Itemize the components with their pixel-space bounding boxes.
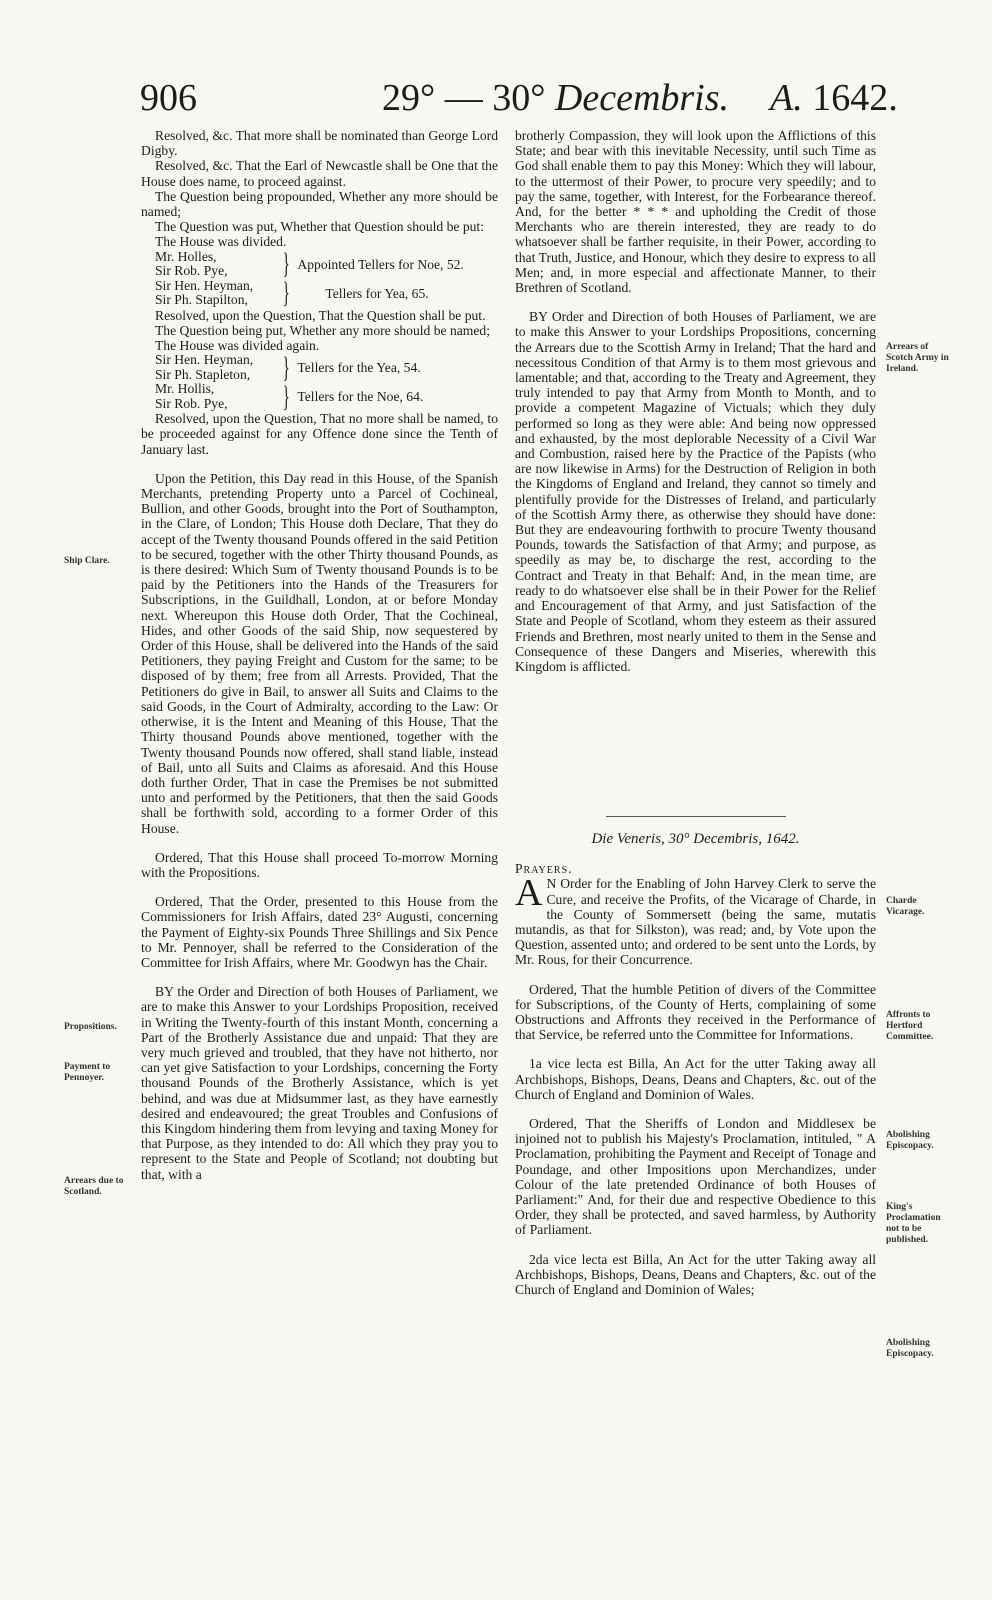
- brace: }: [282, 276, 290, 310]
- payment-entry: Ordered, That the Order, presented to this House from the Commissioners for Irish Affairs, dated 23° Augusti, concerning the Payment of Eighty-six Pounds Three Shillings and Six Pence to Mr. Pennoyer, shall be referred to the Consideration of the Committee for Irish Affairs, where Mr. Goodwyn has the Chair.: [141, 894, 498, 970]
- drop-cap: A: [515, 872, 543, 915]
- page-year: [770, 76, 898, 120]
- margin-payment: Payment to Pennoyer.: [64, 1062, 111, 1083]
- sheriffs-entry: Ordered, That the Sheriffs of London and Middlesex be injoined not to publish his Majesty's Proclamation, intituled, " A Proclamation, prohibiting the Payment and Receipt of Tonage and Poundage, and other Impositions upon Merchandizes, under Colour of the late pretended Ordinance of both Houses of Parliament:" And, for their due and respective Obedience to this Order, they shall be protected, and saved harmless, by Authority of Parliament.: [515, 1116, 876, 1238]
- ship-clare-entry: Upon the Petition, this Day read in this House, of the Spanish Merchants, pretending Property unto a Parcel of Cochineal, Bullion, and other Goods, brought into the Port of Southampton, in the Clare, of London; This House doth Declare, That they do accept of the Twenty thousand Pounds offered in the said Petition to be secured, together with the other Thirty thousand Pounds, as is there desired: Which Sum of Twenty thousand Pounds is to be paid by the Petitioners into the Hands of the Treasurers for Subscriptions, in the Guildhall, London, at or before Monday next. Whereupon this House doth Order, That the Cochineal, Hides, and other Goods of the said Ship, now sequestered by Order of this House, shall be delivered into the Hands of the said Petitioners, they paying Freight and Custom for the same; to be disposed of by them; free from all Arrests. Provided, That the Petitioners do give in Bail, to answer all Suits and Claims to the said Goods, in the Court of Admiralty, according to the Law: Or otherwise, it is the Intent and Meaning of this House, That the Thirty thousand Pounds above mentioned, together with the Twenty thousand Pounds now offered, shall stand liable, instead of Bail, unto all Suits and Claims as aforesaid. And this House doth further Order, That in case the Premises be not submitted unto and performed by the Petitioners, that then the said Goods shall be forthwith sold, according to a former Order of this House.: [141, 470, 498, 836]
- tellers-noe-64: [155, 379, 498, 413]
- year-value: 1642.: [812, 77, 898, 119]
- charde-entry: [515, 872, 876, 968]
- day-heading: Die Veneris, 30° Decembris, 1642.: [591, 831, 800, 847]
- right-column-day: [515, 832, 876, 1297]
- brace: }: [282, 350, 290, 384]
- teller-name: Sir Rob. Pye,: [155, 263, 228, 279]
- margin-abolishing-1: Abolishing Episcopacy.: [886, 1130, 934, 1151]
- page-number: 906: [140, 77, 197, 119]
- date-month: Decembris.: [554, 77, 730, 119]
- teller-name: Sir Rob. Pye,: [155, 395, 228, 411]
- date-days: 29° — 30°: [382, 77, 555, 119]
- right-column: [515, 128, 876, 674]
- charde-text: N Order for the Enabling of John Harvey Clerk to serve the Cure, and receive the Profits, of the Vicarage of Charde, in the County of Sommersett (being the same, mutatis mutandis, as that for Silkston), was read; and, by Vote upon the Question, assented unto; and ordered to be sent unto the Lords, by Mr. Rous, for their Concurrence.: [515, 876, 876, 968]
- herts-entry: Ordered, That the humble Petition of divers of the Committee for Subscriptions, of the County of Herts, complaining of some Obstructions and Affronts they received in the Performance of that Service, be referred unto the Committee for Informations.: [515, 981, 876, 1043]
- resolution-no-more: Resolved, upon the Question, That no more shall be named, to be proceeded against for any Offence done since the Tenth of January last.: [141, 411, 498, 457]
- margin-proclamation: King's Proclamation not to be published.: [886, 1202, 941, 1245]
- arrears-scotland-entry: BY the Order and Direction of both Houses of Parliament, we are to make this Answer to your Lordships Proposition, received in Writing the Twenty-fourth of this instant Month, concerning a Part of the Brotherly Assistance due and unpaid: That they are very much grieved and troubled, that they have not hitherto, nor can yet give Satisfaction to your Lordships, concerning the Forty thousand Pounds of the Brotherly Assistance, which is yet behind, and was due at Midsummer last, as they have earnestly desired and endeavoured; the great Troubles and Confusions of this Kingdom hindering them from levying and taxing Money for that Purpose, as they intended to do: All which they pray you to represent to the State and People of Scotland; not doubting but that, with a: [141, 984, 498, 1182]
- margin-scotch-army: Arrears of Scotch Army in Ireland.: [886, 342, 949, 374]
- section-divider: [606, 816, 786, 817]
- house-divided: The House was divided.: [155, 234, 287, 250]
- resolution-newcastle: Resolved, &c. That the Earl of Newcastle shall be One that the House does name, to proceed against.: [141, 158, 498, 189]
- brace: }: [282, 379, 290, 413]
- teller-name: Sir Hen. Heyman,: [155, 352, 254, 368]
- tellers-yea-54: [155, 350, 498, 384]
- tellers-yea-65: [155, 276, 498, 310]
- brace: }: [282, 247, 290, 281]
- brotherly-continuation: brotherly Compassion, they will look upon the Afflictions of this State; and bear with this inevitable Necessity, until such Time as God shall enable them to pay this Money: Which they will labour, to the uttermost of their Power, to procure very speedily; and to pay the same, together, with Interest, for the Forbearance thereof. And, for the better * * * and upholding the Credit of those Merchants who are therein interested, they are ready to do whatsoever shall be farther requisite, in their Power, according to that Truth, Justice, and Honour, which they desire to express to all Men; and, in more especial and affectionate Manner, to their Brethren of Scotland.: [515, 128, 876, 296]
- margin-propositions: Propositions.: [64, 1022, 117, 1032]
- resolution-digby: Resolved, &c. That more shall be nominated than George Lord Digby.: [141, 128, 498, 159]
- prayers-heading: Prayers.: [515, 861, 573, 877]
- propositions-entry: Ordered, That this House shall proceed To-morrow Morning with the Propositions.: [141, 849, 498, 880]
- year-prefix: A.: [770, 77, 803, 119]
- teller-label: Tellers for the Noe, 64.: [297, 389, 424, 405]
- teller-name: Mr. Holles,: [155, 248, 217, 264]
- question-put: The Question was put, Whether that Question should be put:: [155, 219, 484, 235]
- teller-label: Tellers for Yea, 65.: [325, 285, 429, 301]
- bill-second-reading: 2da vice lecta est Billa, An Act for the utter Taking away all Archbishops, Bishops, Deans, Deans and Chapters, &c. out of the Church of England and Dominion of Wales;: [515, 1251, 876, 1298]
- teller-label: Appointed Tellers for Noe, 52.: [297, 256, 464, 272]
- margin-affronts: Affronts to Hertford Committee.: [886, 1010, 934, 1042]
- question-named: The Question being put, Whether any more should be named;: [155, 322, 490, 338]
- question-propounded: The Question being propounded, Whether any more should be named;: [141, 188, 498, 220]
- scotch-army-entry: BY Order and Direction of both Houses of Parliament, we are to make this Answer to your Lordships Propositions, concerning the Arrears due to the Scottish Army in Ireland; That the hard and necessitous Condition of that Army is to them most grievous and lamentable; and that, according to the Treaty and Agreement, they truly intended to pay that Army from Month to Month, and to provide a competent Magazine of Victuals; which they duly performed so long as they were able: And being now oppressed and exhausted, by the most deplorable Necessity of a Civil War and Combustion, raised here by the Practice of the Papists (who are now likewise in Arms) for the Destruction of Religion in both the Kingdoms of England and Ireland, they cannot so timely and plentifully provide for the Distresses of Ireland, and particularly of the Scottish Army there, as otherwise they should have done: But they are endeavouring forthwith to procure Twenty thousand Pounds, towards the Satisfaction of that Army; and purpose, as speedily as may be, to discharge the rest, according to the Contract and Treaty in that Behalf: And, in the mean time, are ready to do whatsoever else shall be in their Power for the Relief and Encouragement of that Army, and just Satisfaction of the State and People of Scotland, whom they esteem as their assured Friends and Brethren, most nearly united to them in the Sense and Consequence of these Dangers and Miseries, wherewith this Kingdom is afflicted.: [515, 309, 876, 674]
- page-date-title: [382, 76, 729, 120]
- tellers-noe-52: [155, 247, 498, 281]
- teller-label: Tellers for the Yea, 54.: [297, 360, 421, 376]
- teller-name: Mr. Hollis,: [155, 381, 215, 397]
- margin-abolishing-2: Abolishing Episcopacy.: [886, 1338, 934, 1359]
- bill-first-reading: 1a vice lecta est Billa, An Act for the utter Taking away all Archbishops, Bishops, Deans, Deans and Chapters, &c. out of the Church of England and Dominion of Wales.: [515, 1056, 876, 1102]
- left-column: [141, 128, 498, 1182]
- teller-name: Sir Ph. Stapilton,: [155, 292, 248, 308]
- resolution-question-put: Resolved, upon the Question, That the Question shall be put.: [155, 307, 486, 323]
- teller-name: Sir Ph. Stapleton,: [155, 366, 251, 382]
- margin-arrears-scotland: Arrears due to Scotland.: [64, 1176, 124, 1197]
- margin-charde: Charde Vicarage.: [886, 896, 925, 917]
- margin-ship-clare: Ship Clare.: [64, 556, 110, 566]
- house-divided-again: The House was divided again.: [155, 338, 320, 354]
- teller-name: Sir Hen. Heyman,: [155, 277, 254, 293]
